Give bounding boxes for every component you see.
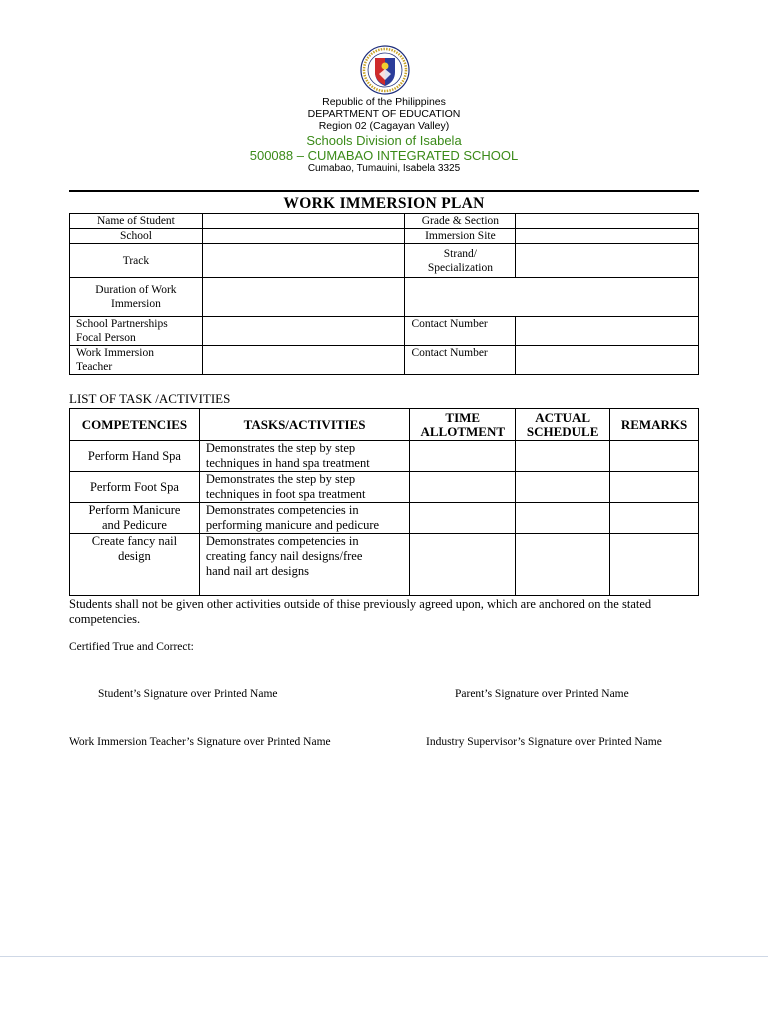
field-grade-section[interactable] <box>516 214 699 229</box>
field-name-of-student[interactable] <box>202 214 405 229</box>
page-bottom-divider <box>0 956 768 957</box>
task-line3: hand nail art designs <box>205 564 309 578</box>
label-partnerships-line1: School Partnerships <box>76 318 168 330</box>
task-line1: Demonstrates competencies in <box>205 503 359 517</box>
field-immersion-site[interactable] <box>516 229 699 244</box>
parent-signature-label: Parent’s Signature over Printed Name <box>455 688 629 700</box>
teacher-signature-label: Work Immersion Teacher’s Signature over Printed Name <box>69 736 331 748</box>
header-competencies: COMPETENCIES <box>70 409 200 441</box>
field-school-partnerships[interactable] <box>202 317 405 346</box>
time-allotment-cell[interactable] <box>410 534 516 596</box>
competency-cell <box>70 441 200 472</box>
competency-line2: design <box>118 549 151 563</box>
table-row <box>70 472 699 503</box>
header-time-line2: ALLOTMENT <box>420 423 506 439</box>
competency-cell <box>70 534 200 596</box>
deped-seal-logo <box>355 44 415 96</box>
label-immersion-site: Immersion Site <box>405 229 516 244</box>
label-duration <box>70 278 203 317</box>
task-cell <box>199 503 409 534</box>
certified-label: Certified True and Correct: <box>69 641 194 653</box>
tasks-table <box>69 408 699 596</box>
label-track: Track <box>70 244 203 278</box>
supervisor-signature-label: Industry Supervisor’s Signature over Printed Name <box>426 736 662 748</box>
label-teacher-line2: Teacher <box>76 361 113 373</box>
header-divider <box>69 190 699 192</box>
label-school-partnerships <box>70 317 203 346</box>
task-cell <box>199 534 409 596</box>
time-allotment-cell[interactable] <box>410 441 516 472</box>
header-remarks: REMARKS <box>610 409 699 441</box>
field-strand-specialization[interactable] <box>516 244 699 278</box>
republic-text: Republic of the Philippines <box>322 96 446 108</box>
label-contact-number-1: Contact Number <box>405 317 516 346</box>
remarks-cell[interactable] <box>610 534 699 596</box>
field-contact-number-2[interactable] <box>516 346 699 375</box>
table-row <box>70 534 699 596</box>
remarks-cell[interactable] <box>610 441 699 472</box>
task-line1: Demonstrates the step by step <box>205 472 356 486</box>
actual-schedule-cell[interactable] <box>516 503 610 534</box>
header-tasks-activities: TASKS/ACTIVITIES <box>199 409 409 441</box>
competency-line1: Create fancy nail <box>91 534 178 548</box>
address-text: Cumabao, Tumauini, Isabela 3325 <box>307 163 461 174</box>
table-row <box>70 503 699 534</box>
school-text: 500088 – CUMABAO INTEGRATED SCHOOL <box>249 148 519 163</box>
task-line2: performing manicure and pedicure <box>205 518 380 532</box>
header-actual-line1: ACTUAL <box>535 409 591 425</box>
remarks-cell[interactable] <box>610 503 699 534</box>
header-time-line1: TIME <box>445 409 481 425</box>
competency-line1: Perform Hand Spa <box>87 448 181 463</box>
label-strand-line1: Strand/ <box>443 247 478 260</box>
header-actual-line2: SCHEDULE <box>526 423 599 439</box>
label-partnerships-line2: Focal Person <box>76 332 136 344</box>
label-work-immersion-teacher <box>70 346 203 375</box>
task-line1: Demonstrates competencies in <box>205 534 359 548</box>
student-info-table <box>69 213 699 375</box>
department-text: DEPARTMENT OF EDUCATION <box>307 108 461 120</box>
field-duration-extra <box>405 278 699 317</box>
competency-line1: Perform Manicure <box>88 503 181 517</box>
task-line2: techniques in foot spa treatment <box>205 487 366 501</box>
task-line1: Demonstrates the step by step <box>205 441 356 455</box>
page-title: WORK IMMERSION PLAN <box>283 195 485 212</box>
label-duration-line2: Immersion <box>111 298 161 310</box>
actual-schedule-cell[interactable] <box>516 472 610 503</box>
label-grade-section: Grade & Section <box>405 214 516 229</box>
table-row <box>70 441 699 472</box>
label-strand-specialization <box>405 244 516 278</box>
competency-cell <box>70 472 200 503</box>
competency-line2: and Pedicure <box>101 518 167 532</box>
actual-schedule-cell[interactable] <box>516 441 610 472</box>
label-name-of-student: Name of Student <box>70 214 203 229</box>
time-allotment-cell[interactable] <box>410 472 516 503</box>
header-actual-schedule <box>516 409 610 441</box>
field-work-immersion-teacher[interactable] <box>202 346 405 375</box>
division-text: Schools Division of Isabela <box>306 133 462 148</box>
label-contact-number-2: Contact Number <box>405 346 516 375</box>
competency-line1: Perform Foot Spa <box>89 479 179 494</box>
region-text: Region 02 (Cagayan Valley) <box>318 120 450 132</box>
label-strand-line2: Specialization <box>427 261 493 274</box>
task-cell <box>199 441 409 472</box>
field-contact-number-1[interactable] <box>516 317 699 346</box>
task-line2: techniques in hand spa treatment <box>205 456 370 470</box>
student-signature-label: Student’s Signature over Printed Name <box>98 688 278 700</box>
activities-note: Students shall not be given other activities outside of thise previously agreed upon, which are anchored on the stated competencies. <box>69 597 652 626</box>
list-of-tasks-label: LIST OF TASK /ACTIVITIES <box>69 391 231 406</box>
actual-schedule-cell[interactable] <box>516 534 610 596</box>
field-track[interactable] <box>202 244 405 278</box>
competency-cell <box>70 503 200 534</box>
task-line2: creating fancy nail designs/free <box>205 549 363 563</box>
time-allotment-cell[interactable] <box>410 503 516 534</box>
field-duration[interactable] <box>202 278 405 317</box>
remarks-cell[interactable] <box>610 472 699 503</box>
header-time-allotment <box>410 409 516 441</box>
label-teacher-line1: Work Immersion <box>76 347 154 359</box>
label-duration-line1: Duration of Work <box>95 284 177 296</box>
field-school[interactable] <box>202 229 405 244</box>
task-cell <box>199 472 409 503</box>
label-school: School <box>70 229 203 244</box>
